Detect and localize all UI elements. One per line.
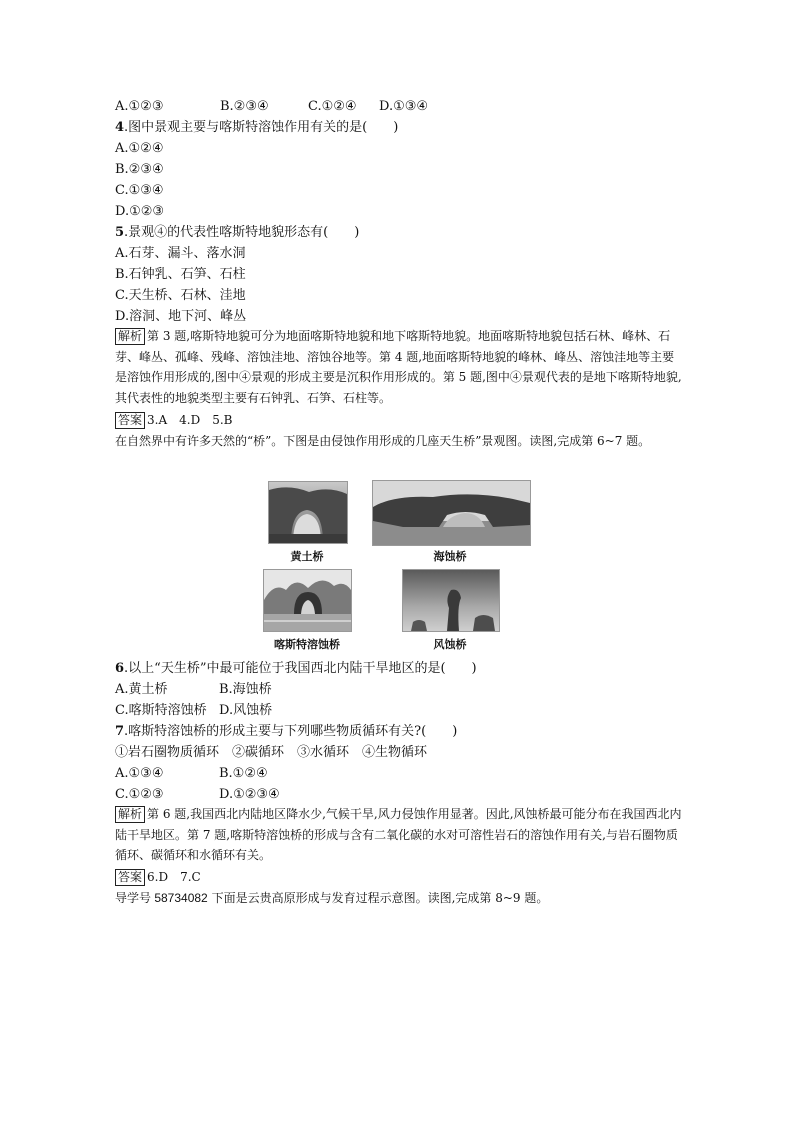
loess-bridge-caption: 黄土桥 [290,550,324,563]
q7-number: 7 [115,724,125,739]
q7-option-a: A.①③④ [115,766,164,781]
analysis-block-2 [115,804,683,866]
answer-text: 3.A 4.D 5.B [147,413,233,427]
analysis-block-1 [115,326,683,408]
answer-text: 6.D 7.C [147,870,201,884]
q4-option-b: B.②③④ [115,162,164,177]
q4-option-a: A.①②④ [115,141,164,156]
intro-q6-7: 在自然界中有许多天然的“桥”。下图是由侵蚀作用形成的几座天生桥”景观图。读图,完成第 6~7 题。 [115,434,651,448]
q5-option-d: D.溶洞、地下河、峰丛 [115,309,247,324]
sea-bridge-caption: 海蚀桥 [433,550,467,563]
karst-bridge-photo [263,569,352,632]
q7-option-d: D.①②③④ [219,787,280,802]
q7-items: ①岩石圈物质循环 ②碳循环 ③水循环 ④生物循环 [115,745,428,760]
q5-stem [115,224,359,242]
analysis-text: 第 3 题,喀斯特地貌可分为地面喀斯特地貌和地下喀斯特地貌。地面喀斯特地貌包括石林、峰林、石芽、峰丛、孤峰、残峰、溶蚀洼地、溶蚀谷地等。第 4 题,地面喀斯特地貌的峰林、峰丛、溶蚀洼地等主要是溶蚀作用形成的,图中④景观的形成主要是沉积作用形成的。第 5 题,图中④景观代表的是地下喀斯特地貌,其代表性的地貌类型主要有石钟乳、石笋、石柱等。 [115,329,682,405]
answer-block-1 [115,410,683,431]
q6-stem-text: .以上“天生桥”中最可能位于我国西北内陆干旱地区的是( ) [124,661,477,676]
q6-option-d: D.风蚀桥 [219,703,273,718]
loess-bridge-photo [268,481,348,544]
q5-option-b: B.石钟乳、石笋、石柱 [115,267,246,282]
q7-option-b: B.①②④ [219,766,268,781]
q6-number: 6 [115,661,125,676]
q4-number: 4 [115,120,125,135]
wind-bridge-photo [402,569,500,632]
q5-stem-text: .景观④的代表性喀斯特地貌形态有( ) [124,225,360,240]
wind-bridge-caption: 风蚀桥 [433,638,467,651]
q6-stem [115,660,477,678]
q7-option-c: C.①②③ [115,787,164,802]
q7-stem [115,723,457,741]
q4-stem-text: .图中景观主要与喀斯特溶蚀作用有关的是( ) [124,120,399,135]
q3-option-c: C.①②④ [308,99,357,114]
q4-stem [115,119,398,137]
guide-text: 下面是云贵高原形成与发育过程示意图。读图,完成第 8~9 题。 [211,891,549,905]
q3-option-d: D.①③④ [379,99,429,114]
analysis-tag: 解析 [115,806,145,823]
q6-option-b: B.海蚀桥 [219,682,272,697]
q5-option-a: A.石芽、漏斗、落水洞 [115,246,246,261]
guide-line [115,888,683,909]
q5-option-c: C.天生桥、石林、洼地 [115,288,246,303]
q5-number: 5 [115,225,125,240]
q3-option-a: A.①②③ [115,99,164,114]
q4-option-c: C.①③④ [115,183,164,198]
analysis-text: 第 6 题,我国西北内陆地区降水少,气候干旱,风力侵蚀作用显著。因此,风蚀桥最可能分布在我国西北内陆干旱地区。第 7 题,喀斯特溶蚀桥的形成与含有二氧化碳的水对可溶性岩石的溶蚀作用有关,与岩石圈物质循环、碳循环和水循环有关。 [115,807,682,862]
answer-tag: 答案 [115,869,145,886]
answer-block-2 [115,867,683,888]
q7-stem-text: .喀斯特溶蚀桥的形成主要与下列哪些物质循环有关?( ) [124,724,458,739]
answer-tag: 答案 [115,412,145,429]
analysis-tag: 解析 [115,328,145,345]
guide-number: 导学号 58734082 [115,891,208,905]
q3-option-b: B.②③④ [220,99,269,114]
karst-bridge-caption: 喀斯特溶蚀桥 [274,638,340,651]
q6-option-a: A.黄土桥 [115,682,168,697]
q6-option-c: C.喀斯特溶蚀桥 [115,703,207,718]
q4-option-d: D.①②③ [115,204,165,219]
sea-bridge-photo [372,480,531,546]
